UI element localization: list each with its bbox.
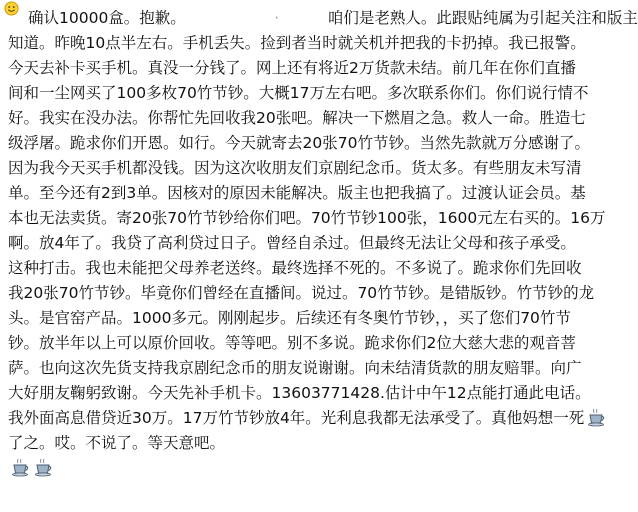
- post-line-10: 啊。放4年了。我贷了高利贷过日子。曾经自杀过。但最终无法让父母和孩子承受。: [8, 234, 576, 252]
- post-line-17: [8, 406, 594, 430]
- post-line-6: 级浮屠。跪求你们开恩。如行。今天就寄去20张70竹节钞。当然先款就万分感谢了。: [8, 134, 590, 152]
- gap-mark: ·: [274, 9, 280, 27]
- post-line-5: 好。我实在没办法。你帮忙先回收我20张吧。解决一下燃眉之急。救人一命。胜造七: [8, 109, 586, 127]
- post-line-15: 萨。也向这次先货支持我京剧纪念币的朋友说谢谢。向未结清货款的朋友赔罪。向广: [8, 359, 582, 377]
- post-line-8: 单。至今还有2到3单。因核对的原因未能解决。版主也把我搞了。过渡认证会员。基: [8, 184, 586, 202]
- post-line-19: [8, 456, 594, 480]
- post-line-4: 间和一尘网买了100多枚70竹节钞。大概17万左右吧。多次联系你们。你们说行情不: [8, 84, 589, 102]
- post-line-3: 今天去补卡买手机。真没一分钱了。网上还有将近2万货款未结。前几年在你们直播: [8, 59, 576, 77]
- post-line-17-text: 我外面高息借贷近30万。17万竹节钞放4年。光利息我都无法承受了。真他妈想一死: [8, 409, 585, 427]
- coffee-cup-emoji-icon: [587, 407, 607, 427]
- post-line-11: 这种打击。我也未能把父母养老送终。最终选择不死的。不多说了。跪求你们先回收: [8, 259, 582, 277]
- post-line-18: 了之。哎。不说了。等天意吧。: [8, 434, 226, 452]
- post-line-16: 大好朋友鞠躬致谢。今天先补手机卡。13603771428.估计中午12点能打通此电话。: [8, 384, 591, 402]
- post-line-1-part-b: 咱们是老熟人。此跟贴纯属为引起关注和版主: [327, 9, 638, 27]
- post-line-1: [28, 6, 638, 30]
- post-line-12: 我20张70竹节钞。毕竟你们曾经在直播间。说过。70竹节钞。是错版钞。竹节钞的龙: [8, 284, 595, 302]
- post-line-7: 因为我今天买手机都没钱。因为这次收朋友们京剧纪念币。货太多。有些朋友未写清: [8, 159, 582, 177]
- coffee-cup-emoji-icon: [34, 457, 54, 477]
- smiley-emoji-icon: [4, 1, 19, 16]
- post-line-14: 钞。放半年以上可以原价回收。等等吧。别不多说。跪求你们2位大慈大悲的观音菩: [8, 334, 576, 352]
- post-line-9: 本也无法卖货。寄20张70竹节钞给你们吧。70竹节钞100张，1600元左右买的。16万: [8, 209, 606, 227]
- post-line-2: 知道。昨晚10点半左右。手机丢失。捡到者当时就关机并把我的卡扔掉。我已报警。: [8, 34, 586, 52]
- post-line-13: 头。是官窑产品。1000多元。刚刚起步。后续还有冬奥竹节钞，，买了您们70竹节: [8, 309, 571, 327]
- post-line-1-part-a: 确认10000盒。抱歉。: [28, 9, 186, 27]
- coffee-cup-emoji-icon: [11, 457, 31, 477]
